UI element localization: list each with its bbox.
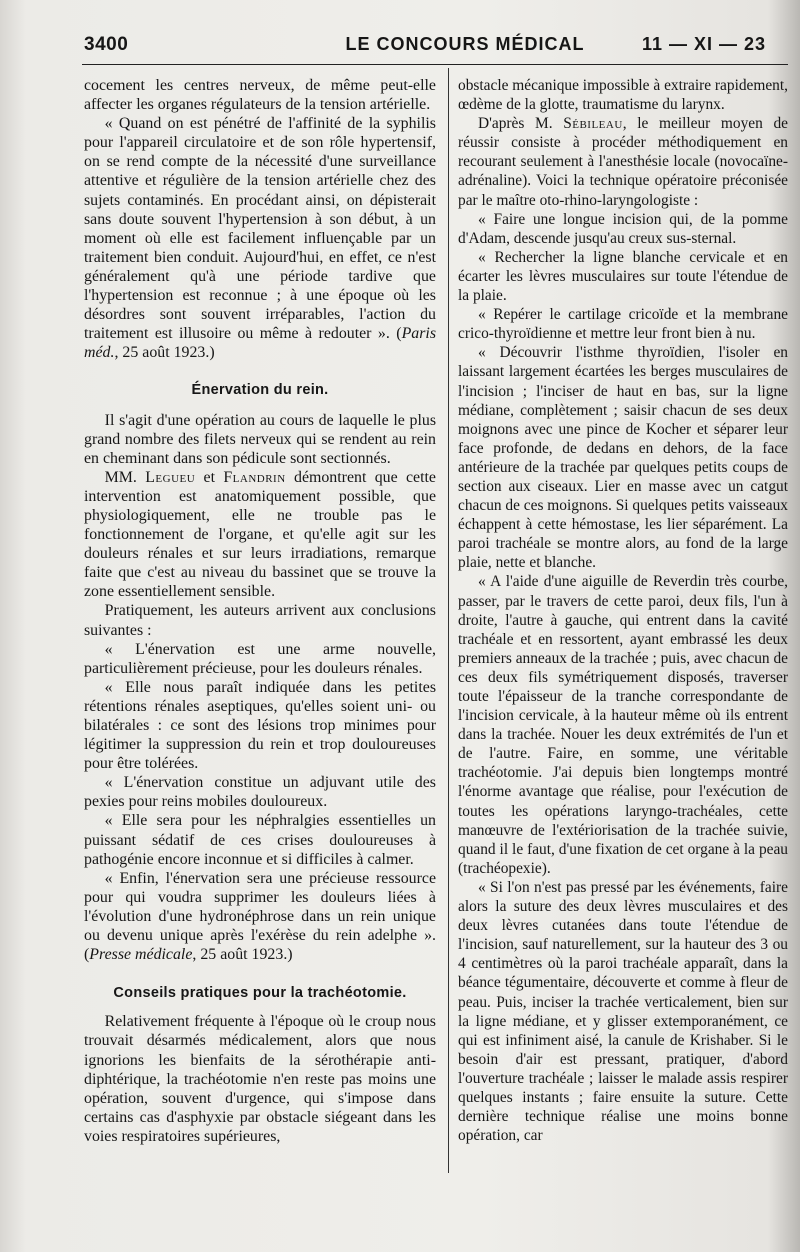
paragraph: « Si l'on n'est pas pressé par les événements, faire alors la suture des deux lèvres musculaires et des deux lèvres cutanées dans toute l'étendue de l'incision, sauf naturellement, sur la hauteur des 3 ou 4 centimètres où la paroi trachéale apparaît, dans la béance tégumentaire, découverte et comme à fleur de peau. Puis, inciser la trachée verticalement, bien sur la ligne médiane, et y glisser extemporanément, ce qui est infiniment aisé, la canule de Krishaber. Si le besoin d'air est pressant, pratiquer, d'abord l'ouverture trachéale ; laisser le malade assis respirer quelques instants ; faire ensuite la suture. Cette dernière technique réalise une moins bonne opération, car — [458, 878, 788, 1145]
paragraph: « Découvrir l'isthme thyroïdien, l'isoler en laissant largement écartées les berges musculaires de l'incision ; l'inciser de haut en bas, sur la ligne médiane, complètement ; saisir chacun de ses deux moignons avec une pince de Kocher et séparer leur face profonde, de dedans en dehors, de la face antérieure de la trachée par quelques petits coups de section aux ciseaux. Lier en masse avec un catgut chacun de ces moignons. Si quelques petits vaisseaux échappent à cette hémostase, les lier séparément. La paroi trachéale se montre alors, au fond de la large plaie, nette et blanche. — [458, 344, 788, 572]
author-name: Legueu — [145, 468, 196, 486]
paragraph — [84, 869, 436, 964]
citation-date: , 25 août 1923.) — [192, 946, 293, 964]
column-divider — [448, 68, 449, 1173]
paragraph: obstacle mécanique impossible à extraire rapidement, œdème de la glotte, traumatisme du larynx. — [458, 77, 788, 114]
paragraph-text: D'après M. — [478, 115, 553, 133]
citation-source: Presse médicale — [89, 946, 193, 964]
paragraph: « Faire une longue incision qui, de la pomme d'Adam, descende jusqu'au creux sus-sternal. — [458, 210, 788, 247]
paragraph: « Repérer le cartilage cricoïde et la membrane crico-thyroïdienne et mettre leur front bien à nu. — [458, 306, 788, 343]
author-name: Sébileau — [563, 115, 623, 133]
page-number: 3400 — [84, 34, 129, 55]
paragraph — [84, 468, 436, 602]
header-rule — [82, 64, 788, 65]
right-column — [458, 76, 788, 1176]
paragraph: « Rechercher la ligne blanche cervicale et en écarter les lèvres musculaires sur toute l'étendue de la plaie. — [458, 248, 788, 305]
left-column — [84, 76, 436, 1176]
paragraph: « Elle nous paraît indiquée dans les petites rétentions rénales aseptiques, qu'elles soient uni- ou bilatérales : ce sont des lésions trop minimes pour légitimer la suppression du rein et trop douloureuses pour être tolérées. — [84, 678, 436, 773]
paragraph: « Quand on est pénétré de l'affinité de la syphilis pour l'appareil circulatoire et de son rôle hypertensif, on se rend compte de la nécessité d'une surveillance attentive et régulière de la tension artérielle chez des sujets contaminés. En procédant ainsi, on dépisterait sans doute souvent l'hypertension à son début, à un moment où elle est facilement influençable par un traitement bien conduit. Aujourd'hui, en effet, ce n'est généralement qu'à une période tardive que l'hypertension est reconnue ; à une époque où les désordres sont souvent irréparables, l'action du traitement est illusoire ou même à redouter ». (Paris méd., 25 août 1923.) — [84, 115, 436, 362]
paragraph-text: , le meilleur moyen de réussir consiste à procéder méthodiquement en recourant seulement à l'anesthésie locale (novocaïne-adrénaline). Voici la technique opératoire préconisée par le maître oto-rhino-laryngologiste : — [458, 115, 788, 209]
citation-date: , 25 août 1923.) — [114, 344, 215, 362]
paragraph-text: « Quand on est pénétré de l'affinité de la syphilis pour l'appareil circulatoire et de son rôle hypertensif, on se rend compte de la nécessité d'une surveillance attentive et régulière de la tension artérielle chez des sujets contaminés. En procédant ainsi, on dépisterait sans doute souvent l'hypertension à son début, à un moment où elle est facilement influençable par un traitement bien conduit. Aujourd'hui, en effet, ce n'est généralement qu'à une période tardive que l'hypertension est reconnue ; à une époque où les désordres sont souvent irréparables, l'action du traitement est illusoire ou même à redouter ». — [84, 115, 436, 343]
issue-date: 11 — XI — 23 — [641, 34, 766, 54]
paragraph: « L'énervation constitue un adjuvant utile des pexies pour reins mobiles douloureux. — [84, 774, 436, 811]
paragraph: Relativement fréquente à l'époque où le croup nous trouvait désarmés médicalement, alors que nous ignorions les bienfaits de la sérothérapie anti-diphtérique, la trachéotomie n'en reste pas moins une opération, souvent d'urgence, qui s'impose dans certains cas d'asphyxie par obstacle siégeant dans les voies respiratoires supérieures, — [84, 1013, 436, 1145]
paragraph — [458, 114, 788, 209]
author-name: Flandrin — [223, 468, 286, 486]
paragraph: « A l'aide d'une aiguille de Reverdin très courbe, passer, par le travers de cette paroi, deux fils, l'un à droite, l'autre à gauche, qui entrent dans la cavité trachéale et en ressortent, ayant embrassé les deux premiers anneaux de la trachée ; puis, avec chacun de ces deux fils symétriquement disposés, traverser toute l'épaisseur de la tranche correspondante de l'incision cervicale, à la hauteur même où ils entrent dans la trachée. Nouer les deux extrémités de l'un et de l'autre. Faire, en somme, une véritable trachéotomie. J'ai depuis bien longtemps montré l'énorme avantage que réalise, pour l'exécution de toutes les opérations laryngo-trachéales, cette manœuvre de l'extériorisation de la trachée suivie, quand il le faut, d'une fixation de cet organe à la peau (trachéopexie). — [458, 573, 788, 877]
paragraph-text: démontrent que cette intervention est anatomiquement possible, que physiologiquement, elle ne trouble pas le fonctionnement de l'organe, et qu'elle agit sur les douleurs rénales et sur leurs irradiations, remarque faite que c'est au niveau du bassinet que se trouve la zone essentiellement sensible. — [84, 468, 436, 601]
paragraph: « L'énervation est une arme nouvelle, particulièrement précieuse, pour les douleurs rénales. — [84, 640, 436, 677]
page-header — [84, 34, 786, 60]
paragraph-text: MM. — [104, 468, 137, 486]
paragraph: Il s'agit d'une opération au cours de laquelle le plus grand nombre des filets nerveux qui se rendent au rein en cheminant dans son pédicule sont sectionnés. — [84, 411, 436, 467]
citation-source: Paris méd. — [84, 325, 436, 362]
paragraph: Pratiquement, les auteurs arrivent aux conclusions suivantes : — [84, 602, 436, 639]
paragraph: cocement les centres nerveux, de même peut-elle affecter les organes régulateurs de la tension artérielle. — [84, 77, 436, 114]
paragraph: « Elle sera pour les néphralgies essentielles un puissant sédatif de ces crises douloureuses à pathogénie encore inconnue et si difficiles à calmer. — [84, 812, 436, 868]
section-title: Conseils pratiques pour la trachéotomie. — [113, 985, 407, 1002]
paragraph-text: et — [203, 468, 215, 486]
paragraph-text: « Enfin, l'énervation sera une précieuse ressource pour qui voudra supprimer les douleurs liées à l'évolution d'une hydronéphrose dans un rein unique ou devenu unique après l'exérèse du rein adelphe ». ( — [84, 869, 436, 964]
journal-title: LE CONCOURS MÉDICAL — [345, 34, 585, 54]
section-title: Énervation du rein. — [191, 382, 329, 399]
